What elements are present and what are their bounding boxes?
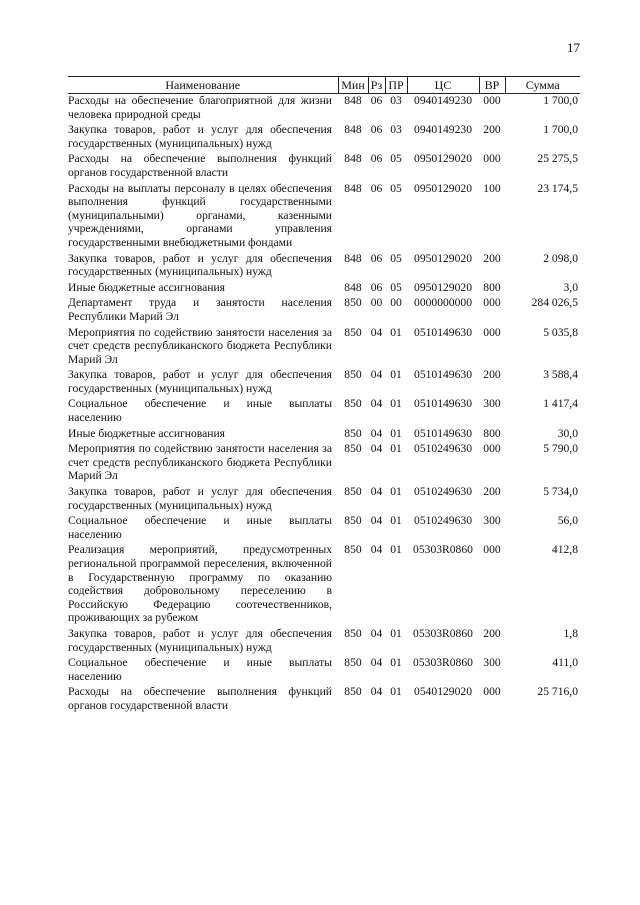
cell-cs: 0940149230 [414, 94, 472, 107]
table-row [68, 324, 580, 367]
cell-cs: 0510149630 [414, 426, 472, 440]
cell-rz: 06 [370, 152, 383, 166]
cell-sum: 3,0 [563, 280, 578, 294]
cell-vr: 000 [483, 685, 501, 699]
cell-min: 850 [344, 296, 362, 310]
table-row [68, 366, 580, 395]
cell-sum: 3 588,4 [543, 368, 578, 382]
cell-vr: 000 [483, 152, 501, 166]
cell-sum: 25 716,0 [537, 685, 578, 699]
cell-cs: 0510249630 [414, 485, 472, 499]
cell-min: 850 [344, 368, 362, 382]
budget-table [68, 76, 580, 713]
cell-rz: 04 [370, 656, 383, 670]
cell-cs: 0540129020 [414, 685, 472, 699]
cell-min: 848 [344, 251, 362, 265]
cell-rz: 04 [370, 543, 383, 557]
cell-name: Социальное обеспечение и иные выплаты населению [68, 397, 332, 425]
cell-rz: 04 [370, 368, 383, 382]
cell-vr: 100 [483, 181, 501, 195]
table-row [68, 294, 580, 323]
cell-name: Социальное обеспечение и иные выплаты населению [68, 514, 332, 541]
cell-pr: 01 [390, 514, 402, 528]
cell-cs: 0510149630 [414, 397, 472, 411]
table-row [68, 425, 580, 441]
cell-vr: 200 [483, 251, 501, 265]
header-vr: ВР [479, 77, 505, 94]
cell-pr: 01 [390, 656, 402, 670]
table-row [68, 483, 580, 512]
cell-vr: 300 [483, 397, 501, 411]
cell-sum: 1 700,0 [543, 123, 578, 137]
cell-name: Расходы на обеспечение выполнения функций органов государственной власти [68, 152, 332, 179]
cell-pr: 05 [390, 251, 402, 265]
table-row [68, 395, 580, 424]
cell-min: 850 [344, 397, 362, 411]
cell-vr: 200 [483, 485, 501, 499]
header-rz: Рз [368, 77, 385, 94]
table-row [68, 654, 580, 683]
cell-name: Иные бюджетные ассигнования [68, 280, 225, 294]
cell-rz: 04 [370, 485, 383, 499]
cell-name: Департамент труда и занятости населения Республики Марий Эл [68, 296, 332, 323]
cell-sum: 25 275,5 [537, 152, 578, 166]
table-row [68, 180, 580, 250]
cell-vr: 300 [483, 656, 501, 670]
cell-min: 848 [344, 94, 362, 107]
cell-pr: 05 [390, 152, 402, 166]
cell-rz: 04 [370, 685, 383, 699]
cell-cs: 0510149630 [414, 325, 472, 339]
cell-pr: 05 [390, 181, 402, 195]
cell-cs: 0950129020 [414, 152, 472, 166]
cell-rz: 04 [370, 426, 383, 440]
cell-sum: 1,8 [563, 626, 578, 640]
table-header-row [68, 77, 580, 94]
cell-name: Закупка товаров, работ и услуг для обеспечения государственных (муниципальных) нужд [68, 251, 332, 279]
cell-rz: 04 [370, 442, 383, 456]
cell-min: 848 [344, 123, 362, 137]
header-name: Наименование [68, 77, 338, 94]
cell-rz: 06 [370, 181, 383, 195]
cell-pr: 01 [390, 325, 402, 339]
cell-min: 850 [344, 685, 362, 699]
cell-pr: 03 [390, 123, 402, 137]
cell-min: 848 [344, 152, 362, 166]
cell-cs: 05303R0860 [413, 626, 473, 640]
table-row [68, 541, 580, 625]
table-row [68, 250, 580, 279]
page-number: 17 [567, 40, 580, 55]
cell-name: Мероприятия по содействию занятости населения за счет средств республиканского бюджета Республики Марий Эл [68, 325, 332, 366]
cell-cs: 05303R0860 [413, 543, 473, 557]
cell-min: 848 [344, 181, 362, 195]
cell-sum: 1 700,0 [543, 94, 578, 107]
cell-sum: 412,8 [551, 543, 578, 557]
cell-sum: 5 790,0 [543, 442, 578, 456]
cell-cs: 0940149230 [414, 123, 472, 137]
cell-cs: 05303R0860 [413, 656, 473, 670]
cell-sum: 30,0 [557, 426, 578, 440]
cell-pr: 01 [390, 397, 402, 411]
budget-table-container [68, 76, 580, 713]
cell-sum: 23 174,5 [537, 181, 578, 195]
cell-rz: 06 [370, 251, 383, 265]
table-row [68, 150, 580, 179]
table-row [68, 625, 580, 654]
cell-vr: 000 [483, 296, 501, 310]
cell-vr: 200 [483, 626, 501, 640]
cell-rz: 06 [370, 94, 383, 107]
cell-vr: 200 [483, 368, 501, 382]
header-min: Мин [338, 77, 368, 94]
cell-sum: 411,0 [552, 656, 578, 670]
cell-cs: 0000000000 [414, 296, 472, 310]
cell-sum: 284 026,5 [531, 296, 578, 310]
cell-name: Иные бюджетные ассигнования [68, 426, 225, 440]
cell-sum: 5 035,8 [543, 325, 578, 339]
cell-name: Расходы на обеспечение выполнения функций органов государственной власти [68, 685, 332, 712]
cell-name: Реализация мероприятий, предусмотренных региональной программой переселения, включенной в Государственную программу по оказанию содействия добровольному переселению в Российскую Федерацию соотечественников, проживающих за рубежом [68, 543, 332, 625]
cell-min: 850 [344, 543, 362, 557]
cell-name: Мероприятия по содействию занятости населения за счет средств республиканского бюджета Республики Марий Эл [68, 442, 332, 483]
cell-sum: 2 098,0 [543, 251, 578, 265]
cell-pr: 01 [390, 368, 402, 382]
table-row [68, 512, 580, 541]
table-body [68, 94, 580, 713]
cell-rz: 06 [370, 123, 383, 137]
cell-vr: 200 [483, 123, 501, 137]
cell-sum: 5 734,0 [543, 485, 578, 499]
cell-min: 850 [344, 442, 362, 456]
cell-pr: 01 [390, 442, 402, 456]
cell-sum: 56,0 [557, 514, 578, 528]
cell-rz: 04 [370, 397, 383, 411]
cell-min: 848 [344, 280, 362, 294]
cell-pr: 01 [390, 543, 402, 557]
cell-vr: 800 [483, 280, 501, 294]
header-cs: ЦС [407, 77, 479, 94]
cell-rz: 04 [370, 325, 383, 339]
cell-rz: 04 [370, 626, 383, 640]
table-row [68, 683, 580, 712]
table-row [68, 94, 580, 122]
cell-rz: 00 [370, 296, 383, 310]
cell-min: 850 [344, 426, 362, 440]
cell-sum: 1 417,4 [543, 397, 578, 411]
cell-cs: 0510249630 [414, 442, 472, 456]
cell-rz: 04 [370, 514, 383, 528]
cell-name: Закупка товаров, работ и услуг для обеспечения государственных (муниципальных) нужд [68, 368, 332, 395]
header-sum: Сумма [505, 77, 580, 94]
cell-name: Расходы на обеспечение благоприятной для жизни человека природной среды [68, 94, 332, 121]
cell-name: Расходы на выплаты персоналу в целях обеспечения выполнения функций государственными (муниципальными) органами, казенными учреждениями, органами управления государственными внебюджетными фондами [68, 181, 332, 249]
cell-name: Закупка товаров, работ и услуг для обеспечения государственных (муниципальных) нужд [68, 123, 332, 150]
cell-pr: 01 [390, 685, 402, 699]
cell-cs: 0510149630 [414, 368, 472, 382]
cell-vr: 000 [483, 94, 501, 107]
header-pr: ПР [385, 77, 407, 94]
cell-name: Закупка товаров, работ и услуг для обеспечения государственных (муниципальных) нужд [68, 626, 332, 654]
cell-cs: 0950129020 [414, 251, 472, 265]
cell-rz: 06 [370, 280, 383, 294]
table-row [68, 440, 580, 483]
cell-name: Социальное обеспечение и иные выплаты населению [68, 656, 332, 683]
cell-pr: 03 [390, 94, 402, 107]
cell-pr: 05 [390, 280, 402, 294]
cell-vr: 000 [483, 325, 501, 339]
cell-cs: 0950129020 [414, 181, 472, 195]
cell-pr: 01 [390, 626, 402, 640]
cell-cs: 0510249630 [414, 514, 472, 528]
cell-min: 850 [344, 626, 362, 640]
cell-pr: 01 [390, 485, 402, 499]
table-row [68, 121, 580, 150]
cell-min: 850 [344, 656, 362, 670]
cell-vr: 300 [483, 514, 501, 528]
table-row [68, 279, 580, 295]
cell-vr: 800 [483, 426, 501, 440]
cell-min: 850 [344, 485, 362, 499]
cell-vr: 000 [483, 442, 501, 456]
cell-min: 850 [344, 514, 362, 528]
cell-name: Закупка товаров, работ и услуг для обеспечения государственных (муниципальных) нужд [68, 485, 332, 512]
cell-cs: 0950129020 [414, 280, 472, 294]
cell-vr: 000 [483, 543, 501, 557]
cell-pr: 00 [390, 296, 402, 310]
cell-min: 850 [344, 325, 362, 339]
cell-pr: 01 [390, 426, 402, 440]
